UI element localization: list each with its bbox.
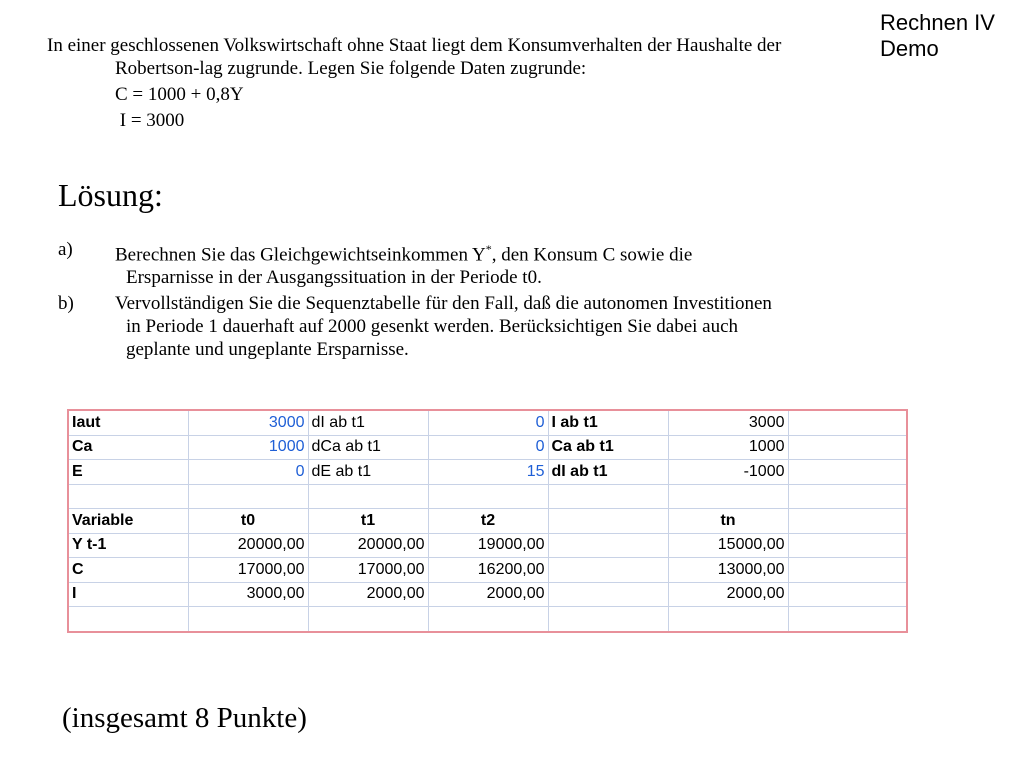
table-row [68,582,907,607]
table-cell[interactable] [308,607,428,632]
table-cell[interactable]: 3000 [668,410,788,435]
table-row [68,533,907,558]
table-cell[interactable]: 2000,00 [668,582,788,607]
task-item-label: a) [58,239,73,260]
task-items [58,238,778,364]
table-cell[interactable]: dCa ab t1 [308,435,428,460]
task-item-a [58,238,778,289]
table-cell[interactable] [68,607,188,632]
table-cell[interactable]: 0 [428,435,548,460]
task-intro: In einer geschlossenen Volkswirtschaft ohne Staat liegt dem Konsumverhalten der Haushalte der Robertson-lag zugrunde. Legen Sie folgende Daten zugrunde: [47,35,782,79]
table-cell[interactable]: 3000 [188,410,308,435]
table-cell[interactable]: 0 [188,460,308,485]
sequence-table [67,409,908,633]
slide-corner-label [880,10,995,62]
table-cell[interactable]: t0 [188,509,308,534]
table-cell[interactable] [788,484,907,509]
table-cell[interactable] [68,484,188,509]
solution-heading: Lösung: [58,177,163,213]
table-cell[interactable]: 17000,00 [308,558,428,583]
table-cell[interactable] [548,607,668,632]
table-row [68,410,907,435]
table-cell[interactable]: 20000,00 [308,533,428,558]
table-cell[interactable]: 15000,00 [668,533,788,558]
table-cell[interactable]: 1000 [188,435,308,460]
table-row [68,607,907,632]
table-row [68,435,907,460]
table-cell[interactable]: 0 [428,410,548,435]
table-cell[interactable]: dI ab t1 [548,460,668,485]
table-cell[interactable] [548,509,668,534]
table-row [68,484,907,509]
table-cell[interactable] [548,533,668,558]
superscript-star: * [485,242,492,256]
table-cell[interactable]: 3000,00 [188,582,308,607]
table-cell[interactable] [788,410,907,435]
table-cell[interactable]: 15 [428,460,548,485]
table-cell[interactable]: 17000,00 [188,558,308,583]
table-cell[interactable]: 1000 [668,435,788,460]
table-row [68,460,907,485]
table-cell[interactable]: Iaut [68,410,188,435]
table-cell[interactable]: tn [668,509,788,534]
table-cell[interactable]: 2000,00 [308,582,428,607]
table-cell[interactable] [788,558,907,583]
table-cell[interactable]: C [68,558,188,583]
table-cell[interactable] [428,484,548,509]
corner-title: Rechnen IV [880,10,995,35]
table-cell[interactable] [548,484,668,509]
table-cell[interactable]: E [68,460,188,485]
table-cell[interactable] [788,509,907,534]
table-cell[interactable] [188,607,308,632]
task-item-b [58,292,778,361]
task-item-label: b) [58,293,74,315]
task-description [47,34,787,132]
table-cell[interactable] [668,607,788,632]
task-item-text-part: Berechnen Sie das Gleichgewichtseinkommen Y [115,244,486,266]
table-cell[interactable]: 16200,00 [428,558,548,583]
task-item-text: Vervollständigen Sie die Sequenztabelle für den Fall, daß die autonomen Investitionen in Periode 1 dauerhaft auf 2000 gesenkt werden. Berücksichtigen Sie dabei auch geplante und ungeplante Ersparnisse. [115,293,772,361]
table-cell[interactable]: 19000,00 [428,533,548,558]
points-note: (insgesamt 8 Punkte) [62,702,307,734]
table-row [68,558,907,583]
table-cell[interactable] [548,582,668,607]
table-cell[interactable] [428,607,548,632]
table-cell[interactable]: Variable [68,509,188,534]
table-cell[interactable] [308,484,428,509]
table-cell[interactable]: t1 [308,509,428,534]
table-cell[interactable]: 13000,00 [668,558,788,583]
table-cell[interactable] [788,607,907,632]
consumption-equation: C = 1000 + 0,8Y [115,84,244,105]
table-cell[interactable]: dI ab t1 [308,410,428,435]
table-cell[interactable] [788,582,907,607]
table-cell[interactable] [788,533,907,558]
investment-equation: I = 3000 [115,110,185,131]
table-cell[interactable] [668,484,788,509]
table-cell[interactable] [788,435,907,460]
table-cell[interactable] [548,558,668,583]
table-cell[interactable] [188,484,308,509]
table-cell[interactable]: 2000,00 [428,582,548,607]
table-row [68,509,907,534]
task-item-text-part: , den Konsum C sowie die Ersparnisse in der Ausgangssituation in der Periode t0. [126,244,693,289]
task-item-text [115,238,778,289]
table-cell[interactable]: t2 [428,509,548,534]
table-cell[interactable] [788,460,907,485]
table-cell[interactable]: Ca [68,435,188,460]
table-cell[interactable]: Ca ab t1 [548,435,668,460]
table-cell[interactable]: I ab t1 [548,410,668,435]
table-cell[interactable]: 20000,00 [188,533,308,558]
table-cell[interactable]: dE ab t1 [308,460,428,485]
corner-subtitle: Demo [880,36,939,61]
table-cell[interactable]: -1000 [668,460,788,485]
table-cell[interactable]: I [68,582,188,607]
table-cell[interactable]: Y t-1 [68,533,188,558]
